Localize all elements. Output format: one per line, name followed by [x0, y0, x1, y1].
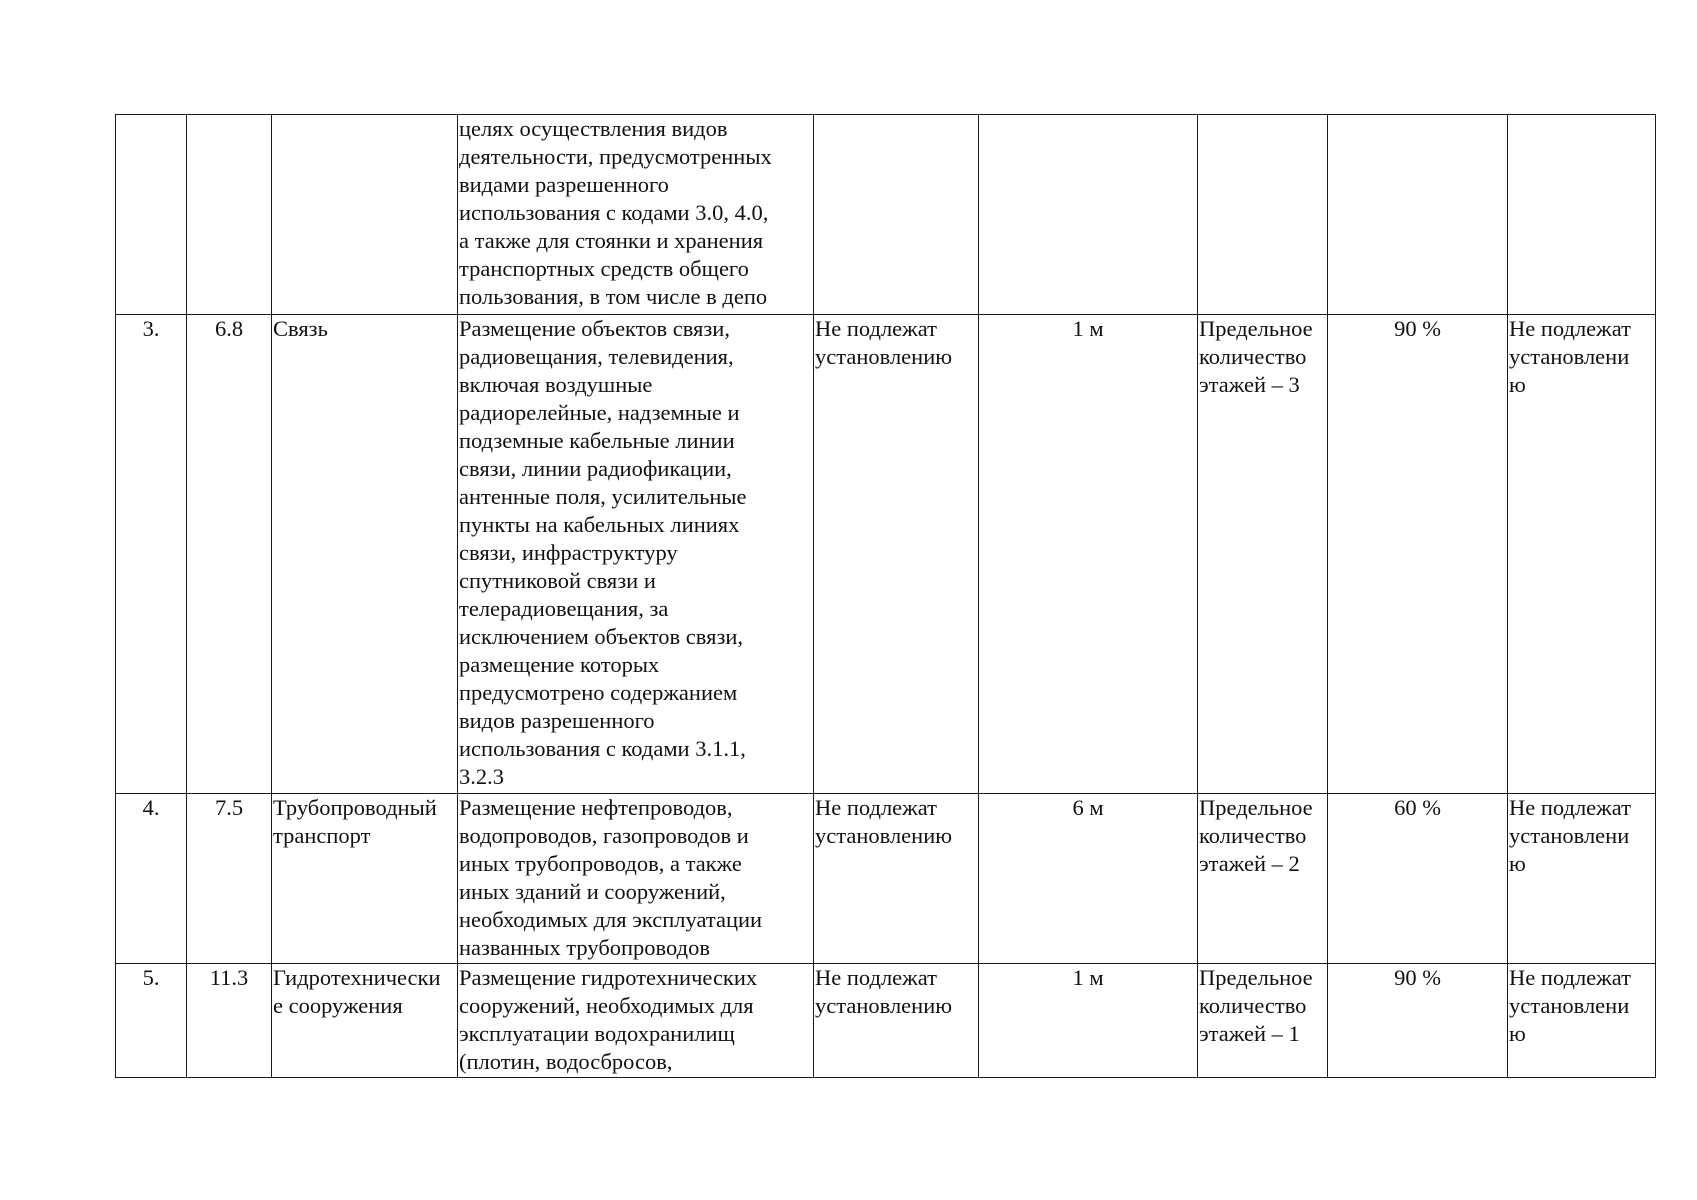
setback [979, 115, 1198, 315]
setback: 1 м [979, 315, 1198, 794]
table-row [116, 115, 1656, 315]
use-description: целях осуществления видов деятельности, предусмотренных видами разрешенного использования с кодами 3.0, 4.0, а также для стоянки и хранения транспортных средств общего пользования, в том числе в депо [458, 115, 814, 315]
other-params [1508, 115, 1656, 315]
max-floors: Предельное количество этажей – 1 [1198, 964, 1328, 1078]
use-name: Связь [272, 315, 458, 794]
table-row [116, 964, 1656, 1078]
regulations-table [115, 114, 1656, 1078]
min-area: Не подлежат установлению [814, 315, 979, 794]
use-name: Трубопроводный транспорт [272, 794, 458, 964]
table-row [116, 315, 1656, 794]
max-floors [1198, 115, 1328, 315]
use-name [272, 115, 458, 315]
use-description: Размещение объектов связи, радиовещания, телевидения, включая воздушные радиорелейные, надземные и подземные кабельные линии связи, линии радиофикации, антенные поля, усилительные пункты на кабельных линиях связи, инфраструктуру спутниковой связи и телерадиовещания, за исключением объектов связи, размещение которых предусмотрено содержанием видов разрешенного использования с кодами 3.1.1, 3.2.3 [458, 315, 814, 794]
table-row [116, 794, 1656, 964]
row-number [116, 115, 187, 315]
use-code: 6.8 [187, 315, 272, 794]
use-description: Размещение нефтепроводов, водопроводов, газопроводов и иных трубопроводов, а также иных зданий и сооружений, необходимых для эксплуатации названных трубопроводов [458, 794, 814, 964]
use-name: Гидротехнически е сооружения [272, 964, 458, 1078]
use-code [187, 115, 272, 315]
use-code: 11.3 [187, 964, 272, 1078]
use-description: Размещение гидротехнических сооружений, необходимых для эксплуатации водохранилищ (плотин, водосбросов, [458, 964, 814, 1078]
row-number: 4. [116, 794, 187, 964]
row-number: 3. [116, 315, 187, 794]
row-number: 5. [116, 964, 187, 1078]
max-coverage: 90 % [1328, 964, 1508, 1078]
max-coverage: 60 % [1328, 794, 1508, 964]
max-floors: Предельное количество этажей – 3 [1198, 315, 1328, 794]
use-code: 7.5 [187, 794, 272, 964]
max-coverage: 90 % [1328, 315, 1508, 794]
other-params: Не подлежат установлени ю [1508, 315, 1656, 794]
setback: 1 м [979, 964, 1198, 1078]
min-area [814, 115, 979, 315]
other-params: Не подлежат установлени ю [1508, 794, 1656, 964]
max-floors: Предельное количество этажей – 2 [1198, 794, 1328, 964]
min-area: Не подлежат установлению [814, 794, 979, 964]
max-coverage [1328, 115, 1508, 315]
setback: 6 м [979, 794, 1198, 964]
other-params: Не подлежат установлени ю [1508, 964, 1656, 1078]
min-area: Не подлежат установлению [814, 964, 979, 1078]
